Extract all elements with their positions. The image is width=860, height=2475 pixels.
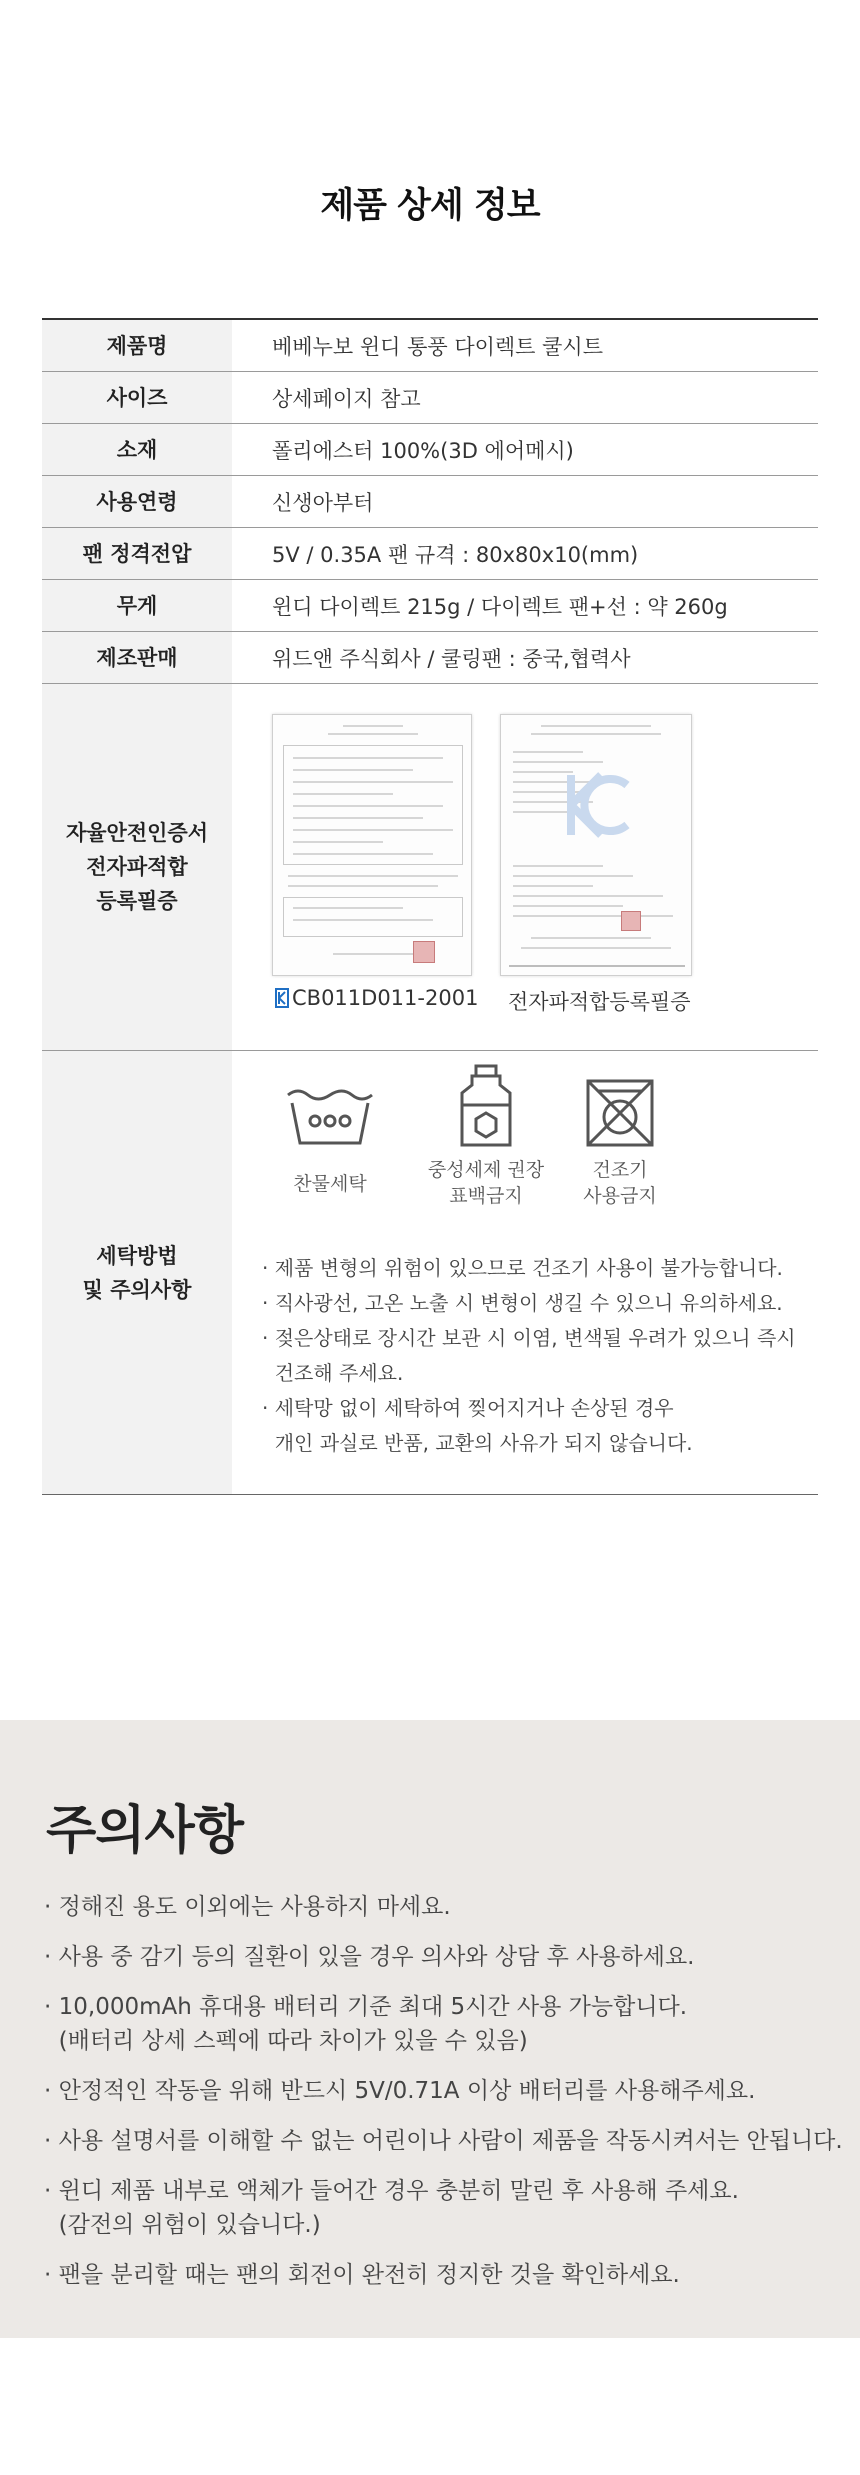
spec-row-manufacturer bbox=[42, 632, 818, 684]
spec-label: 무게 bbox=[42, 580, 232, 631]
caution-item: · 팬을 분리할 때는 팬의 회전이 완전히 정지한 것을 확인하세요. bbox=[44, 2262, 680, 2288]
spec-label: 제품명 bbox=[42, 320, 232, 371]
caution-item: · 안정적인 작동을 위해 반드시 5V/0.71A 이상 배터리를 사용해주세요. bbox=[44, 2078, 756, 2104]
spec-value: 상세페이지 참고 bbox=[272, 386, 421, 411]
cert-label-line: 등록필증 bbox=[96, 889, 178, 913]
spec-value: 윈디 다이렉트 215g / 다이렉트 팬+선 : 약 260g bbox=[272, 594, 728, 619]
wash-note: · 젖은상태로 장시간 보관 시 이염, 변색될 우려가 있으니 즉시 건조해 주세요. bbox=[262, 1326, 796, 1385]
spec-row-weight bbox=[42, 580, 818, 632]
washing-notes bbox=[262, 1251, 796, 1461]
spec-value: 5V / 0.35A 팬 규격 : 80x80x10(mm) bbox=[272, 542, 639, 567]
emc-registration-image bbox=[500, 714, 692, 976]
cert-number bbox=[275, 986, 478, 1010]
spec-row-age bbox=[42, 476, 818, 528]
cert-number-text: CB011D011-2001 bbox=[292, 986, 479, 1010]
spec-row-washing bbox=[42, 1051, 818, 1495]
caution-item: · 10,000mAh 휴대용 배터리 기준 최대 5시간 사용 가능합니다. (배터리 상세 스펙에 따라 차이가 있을 수 있음) bbox=[44, 1994, 688, 2054]
spec-label: 사이즈 bbox=[42, 372, 232, 423]
caution-list bbox=[44, 1890, 843, 2308]
spec-table bbox=[42, 318, 818, 1495]
hand-wash-icon bbox=[284, 1077, 376, 1149]
spec-value: 폴리에스터 100%(3D 에어메시) bbox=[272, 438, 574, 463]
spec-row-voltage bbox=[42, 528, 818, 580]
spec-value: 신생아부터 bbox=[272, 490, 374, 515]
spec-label bbox=[42, 1051, 232, 1494]
spec-row-material bbox=[42, 424, 818, 476]
caution-item: · 윈디 제품 내부로 액체가 들어간 경우 충분히 말린 후 사용해 주세요. (감전의 위험이 있습니다.) bbox=[44, 2178, 739, 2238]
wash-note: · 제품 변형의 위험이 있으므로 건조기 사용이 불가능합니다. bbox=[262, 1256, 783, 1280]
cert-images bbox=[232, 684, 818, 1050]
spec-value: 위드앤 주식회사 / 쿨링팬 : 중국,협력사 bbox=[272, 646, 631, 671]
spec-label: 팬 정격전압 bbox=[42, 528, 232, 579]
caution-item: · 사용 설명서를 이해할 수 없는 어린이나 사람이 제품을 작동시켜서는 안됩니다. bbox=[44, 2128, 843, 2154]
wash-label-cold: 찬물세탁 bbox=[293, 1173, 367, 1195]
spec-row-product-name bbox=[42, 320, 818, 372]
wash-label-dryer: 건조기 사용금지 bbox=[583, 1159, 657, 1207]
safety-certificate-image bbox=[272, 714, 472, 976]
spec-label bbox=[42, 684, 232, 1050]
caution-item: · 사용 중 감기 등의 질환이 있을 경우 의사와 상담 후 사용하세요. bbox=[44, 1944, 695, 1970]
wash-label-line: 및 주의사항 bbox=[82, 1277, 192, 1302]
caution-title: 주의사항 bbox=[46, 1801, 243, 1861]
detergent-bottle-icon bbox=[454, 1063, 518, 1149]
kc-watermark-icon bbox=[561, 765, 631, 845]
washing-content bbox=[232, 1051, 818, 1494]
spec-value: 베베누보 윈디 통풍 다이렉트 쿨시트 bbox=[272, 334, 603, 359]
wash-note: · 세탁망 없이 세탁하여 찢어지거나 손상된 경우 개인 과실로 반품, 교환의 사유가 되지 않습니다. bbox=[262, 1396, 693, 1455]
no-tumble-dry-icon bbox=[584, 1077, 656, 1149]
emc-caption: 전자파적합등록필증 bbox=[508, 990, 691, 1014]
spec-label: 소재 bbox=[42, 424, 232, 475]
cert-label-line: 전자파적합 bbox=[86, 855, 188, 879]
wash-label-detergent: 중성세제 권장 표백금지 bbox=[427, 1159, 545, 1207]
page-title: 제품 상세 정보 bbox=[320, 186, 540, 226]
spec-row-certification bbox=[42, 684, 818, 1051]
caution-item: · 정해진 용도 이외에는 사용하지 마세요. bbox=[44, 1894, 451, 1920]
kc-mark-icon bbox=[275, 988, 289, 1008]
caution-section bbox=[0, 1720, 860, 2338]
cert-label-line: 자율안전인증서 bbox=[65, 821, 208, 845]
spec-label: 사용연령 bbox=[42, 476, 232, 527]
spec-label: 제조판매 bbox=[42, 632, 232, 683]
wash-label-line: 세탁방법 bbox=[96, 1243, 178, 1268]
wash-note: · 직사광선, 고온 노출 시 변형이 생길 수 있으니 유의하세요. bbox=[262, 1291, 783, 1315]
spec-row-size bbox=[42, 372, 818, 424]
